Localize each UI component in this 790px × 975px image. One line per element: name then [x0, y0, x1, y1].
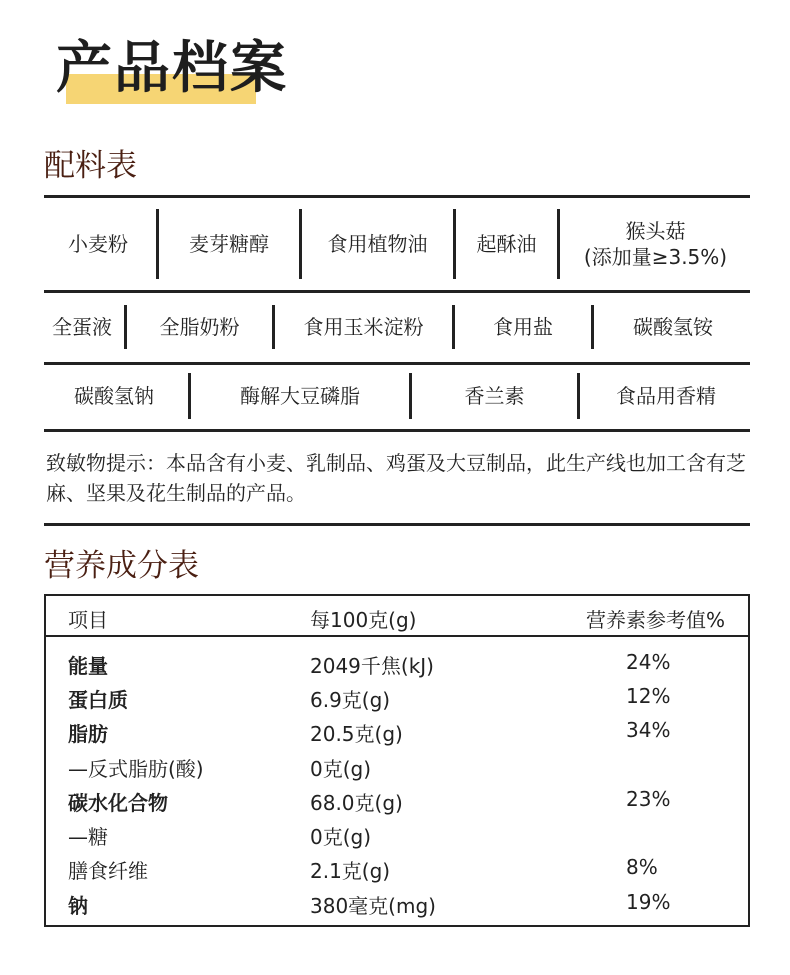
ingredients-heading: 配料表 — [44, 148, 137, 184]
ingredient-cell: 碳酸氢钠 — [74, 384, 154, 408]
nutrient-value: 0克(g) — [310, 757, 372, 781]
nutrient-value: 2.1克(g) — [310, 859, 391, 883]
table-row — [46, 886, 748, 920]
divider — [44, 362, 750, 365]
nutrient-value: 2049千焦(kJ) — [310, 654, 434, 678]
ingredient-cell: 麦芽糖醇 — [189, 232, 269, 256]
ingredient-cell: 小麦粉 — [68, 232, 128, 256]
nutrient-nrv: 34% — [626, 718, 671, 742]
nutrient-value: 6.9克(g) — [310, 688, 391, 712]
column-header-item: 项目 — [68, 608, 108, 632]
allergen-note: 致敏物提示：本品含有小麦、乳制品、鸡蛋及大豆制品，此生产线也加工含有芝麻、坚果及花生制品的产品。 — [46, 451, 746, 505]
nutrient-name: —糖 — [68, 825, 108, 849]
divider — [44, 429, 750, 432]
table-row — [46, 714, 748, 748]
title-block — [56, 34, 288, 104]
nutrient-name: —反式脂肪(酸) — [68, 757, 204, 781]
ingredient-cell: 食用玉米淀粉 — [303, 315, 424, 339]
ingredient-cell: 碳酸氢铵 — [633, 315, 713, 339]
nutrient-nrv: 8% — [626, 855, 658, 879]
nutrient-nrv: 12% — [626, 684, 671, 708]
nutrient-value: 0克(g) — [310, 825, 372, 849]
ingredient-cell: 猴头菇 (添加量≥3.5%) — [583, 219, 728, 269]
ingredient-row-1 — [40, 209, 752, 279]
nutrition-table — [44, 594, 750, 927]
ingredient-row-3 — [40, 372, 752, 420]
ingredient-cell: 起酥油 — [476, 232, 537, 256]
nutrition-table-header — [46, 596, 748, 637]
ingredient-cell: 酶解大豆磷脂 — [240, 384, 360, 408]
table-row — [46, 749, 748, 783]
nutrient-name: 能量 — [68, 654, 108, 678]
ingredient-cell: 食用盐 — [493, 315, 553, 339]
ingredient-cell: 食品用香精 — [616, 384, 716, 408]
divider — [44, 290, 750, 293]
ingredient-cell: 全蛋液 — [52, 315, 112, 339]
nutrient-value: 380毫克(mg) — [310, 894, 436, 918]
nutrient-value: 68.0克(g) — [310, 791, 403, 815]
ingredient-cell: 香兰素 — [464, 384, 525, 408]
nutrient-name: 膳食纤维 — [68, 859, 148, 883]
nutrient-name: 钠 — [68, 894, 88, 918]
nutrient-name: 蛋白质 — [68, 688, 128, 712]
table-row — [46, 817, 748, 851]
page-title: 产品档案 — [56, 36, 288, 101]
divider-top — [44, 195, 750, 198]
nutrient-name: 碳水化合物 — [68, 791, 168, 815]
table-row — [46, 783, 748, 817]
ingredient-cell: 全脂奶粉 — [159, 315, 240, 339]
column-header-nrv: 营养素参考值% — [586, 608, 726, 632]
table-row — [46, 646, 748, 680]
ingredient-row-2 — [40, 304, 752, 350]
column-header-value: 每100克(g) — [310, 608, 417, 632]
nutrient-nrv: 24% — [626, 650, 671, 674]
nutrition-heading: 营养成分表 — [44, 548, 199, 584]
divider — [44, 523, 750, 526]
nutrient-nrv: 19% — [626, 890, 671, 914]
ingredient-cell: 食用植物油 — [327, 232, 428, 256]
table-row — [46, 851, 748, 885]
nutrient-nrv: 23% — [626, 787, 671, 811]
table-row — [46, 680, 748, 714]
nutrient-value: 20.5克(g) — [310, 722, 403, 746]
nutrient-name: 脂肪 — [68, 722, 108, 746]
